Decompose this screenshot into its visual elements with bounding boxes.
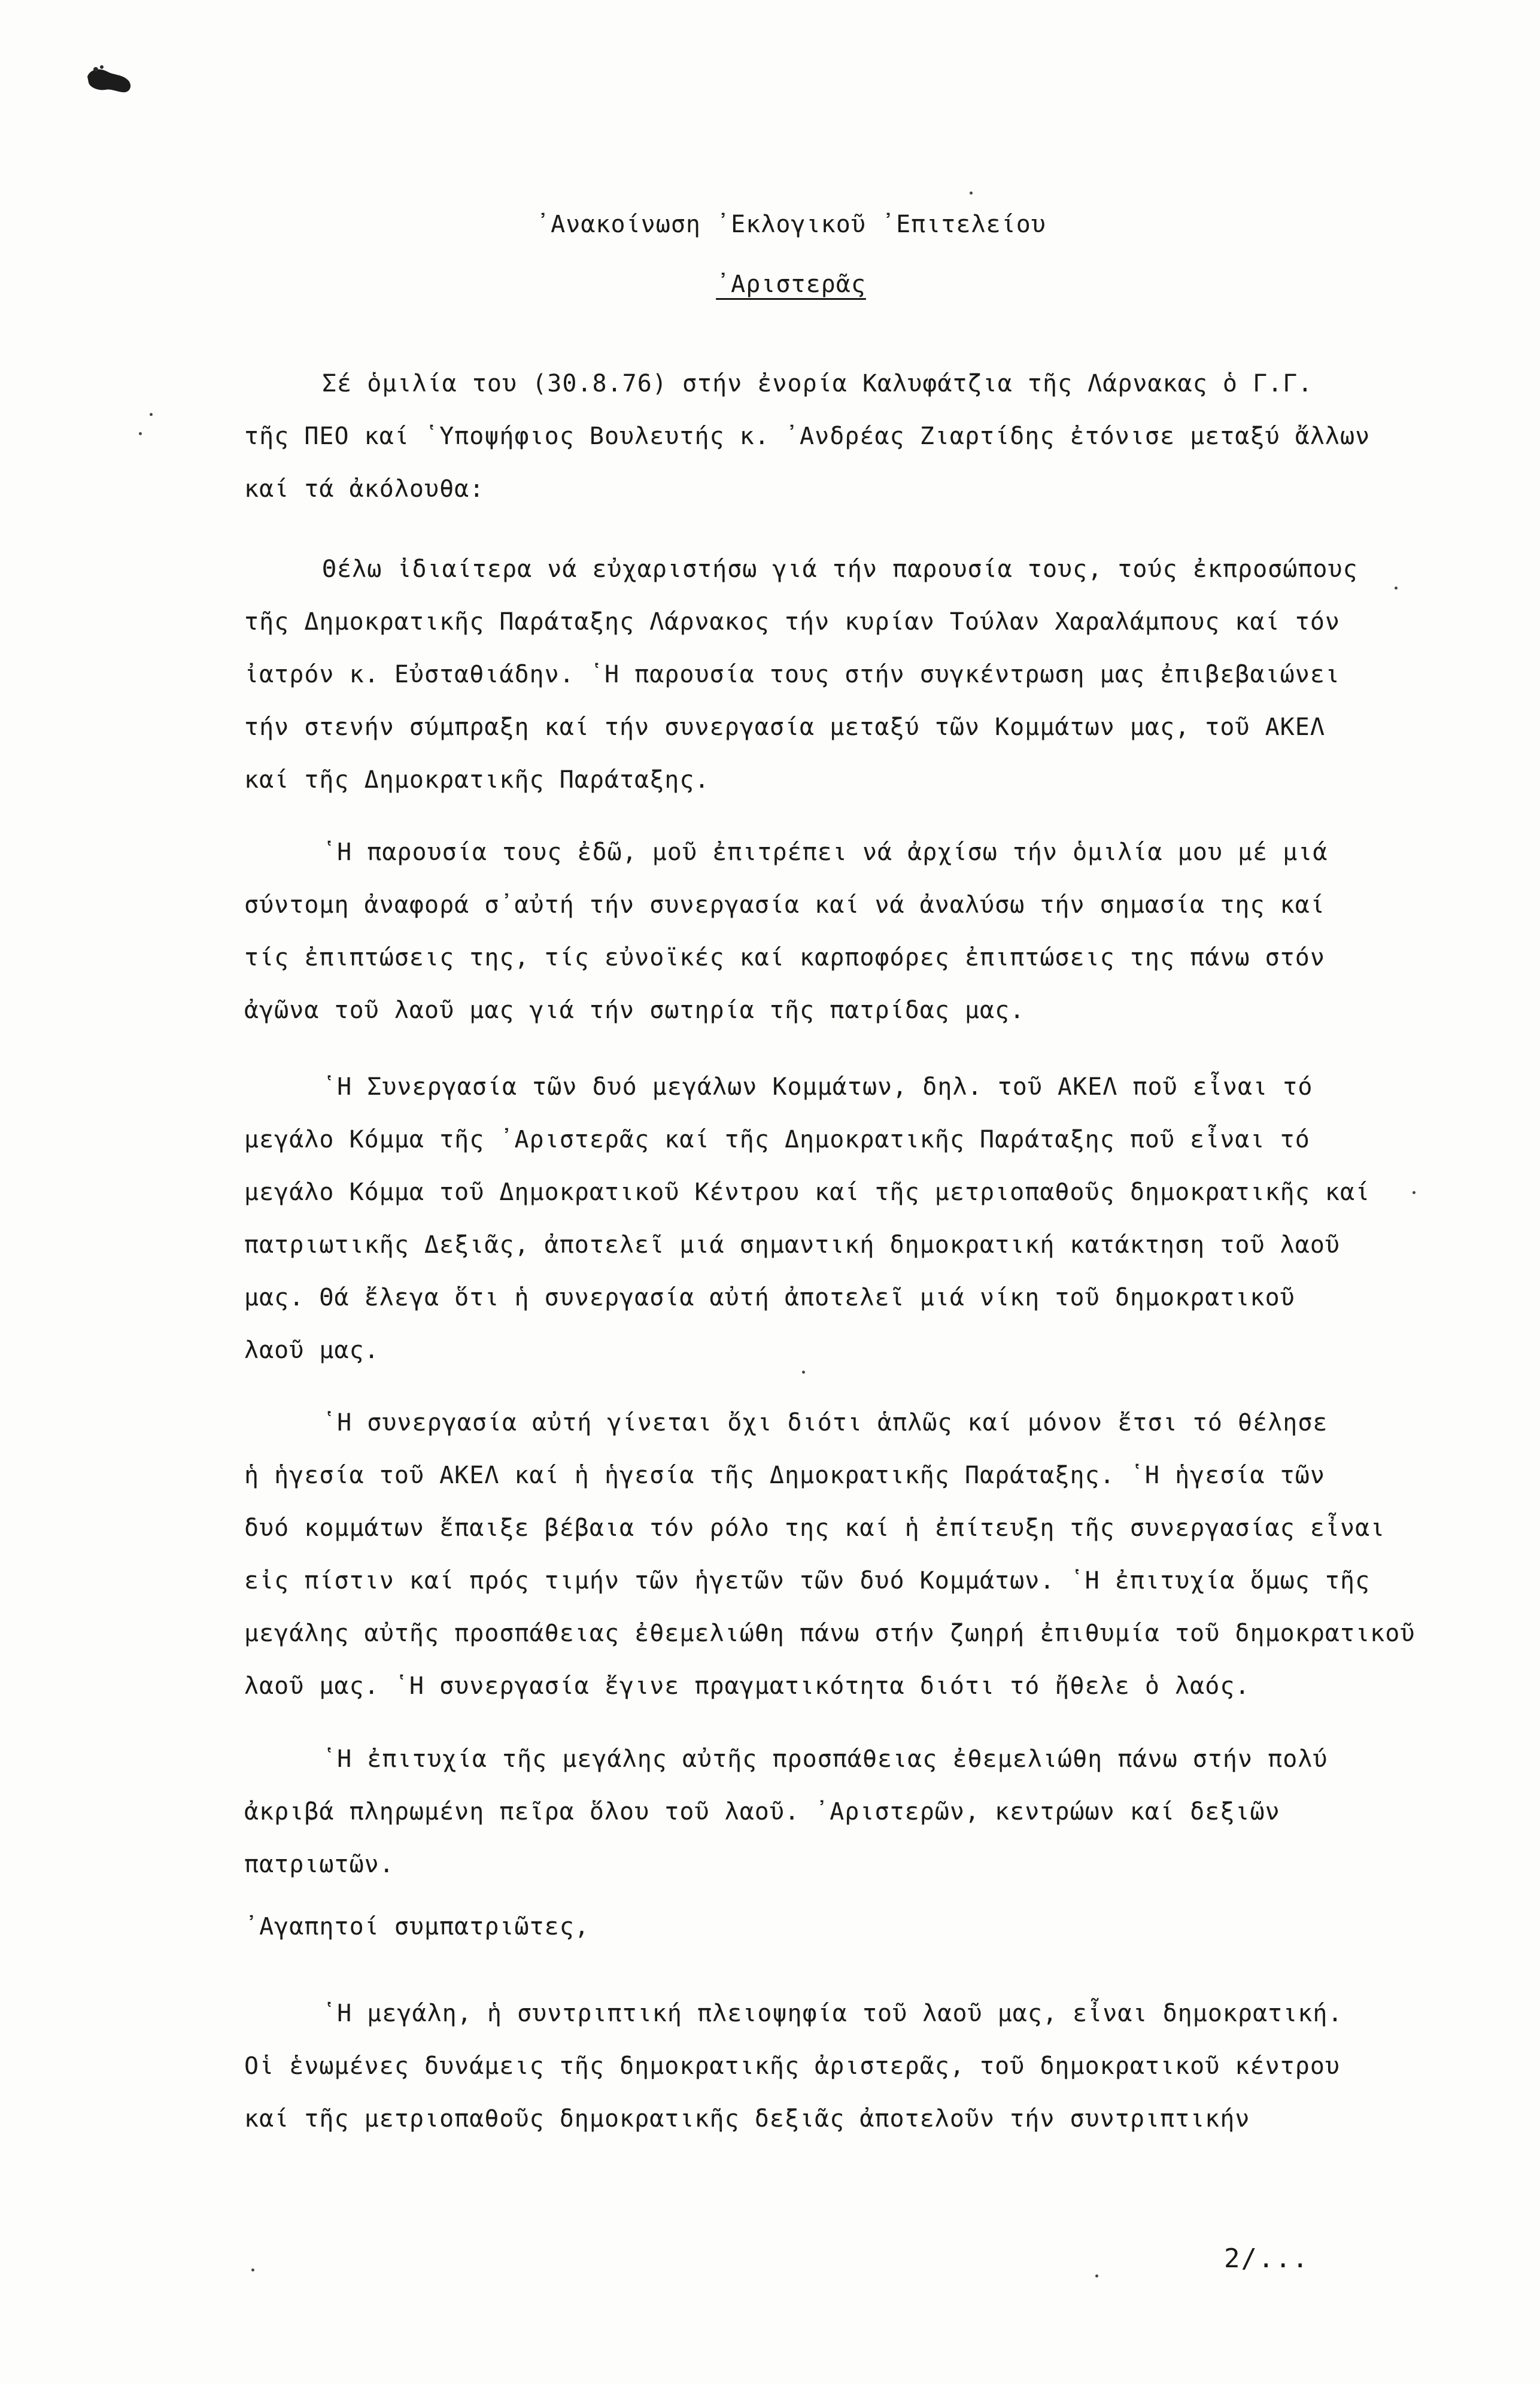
paragraph-success [244,1733,1381,1891]
text-line: Σέ ὁμιλία του (30.8.76) στήν ἐνορία Καλυφάτζια τῆς Λάρνακας ὁ Γ.Γ. [322,370,1313,397]
text-line: καί τῆς Δημοκρατικῆς Παράταξης. [244,766,710,794]
paragraph-leadership [244,1396,1416,1712]
text-line: ῾Η παρουσία τους ἐδῶ, μοῦ ἐπιτρέπει νά ἀρχίσω τήν ὁμιλία μου μέ μιά [322,839,1328,866]
text-line: ᾿Αγαπητοί συμπατριῶτες, [244,1913,590,1940]
paragraph-intro [244,357,1381,515]
paragraph-cooperation [244,1061,1381,1377]
text-line: ῾Η μεγάλη, ἡ συντριπτική πλειοψηφία τοῦ λαοῦ μας, εἶναι δημοκρατική. [322,2000,1343,2027]
text-line: μεγάλο Κόμμα τοῦ Δημοκρατικοῦ Κέντρου καί τῆς μετριοπαθοῦς δημοκρατικῆς καί [244,1179,1371,1206]
paragraph-thanks [244,543,1381,806]
scan-speck [139,432,142,435]
text-line: ῾Η Συνεργασία τῶν δυό μεγάλων Κομμάτων, δηλ. τοῦ ΑΚΕΛ ποῦ εἶναι τό [322,1073,1313,1101]
text-line: λαοῦ μας. [244,1337,379,1364]
text-line: σύντομη ἀναφορά σ᾿αὐτή τήν συνεργασία καί νά ἀναλύσω τήν σημασία της καί [244,891,1325,919]
text-line: μας. Θά ἔλεγα ὅτι ἡ συνεργασία αὐτή ἀποτελεῖ μιά νίκη τοῦ δημοκρατικοῦ [244,1284,1295,1311]
document-subtitle [21,271,1540,298]
text-line: πατριωτῶν. [244,1851,394,1878]
text-line: Οἱ ἑνωμένες δυνάμεις τῆς δημοκρατικῆς ἀριστερᾶς, τοῦ δημοκρατικοῦ κέντρου [244,2052,1340,2080]
document-title: ᾿Ανακοίνωση ᾿Εκλογικοῦ ᾿Επιτελείου [536,211,1046,238]
text-line: τήν στενήν σύμπραξη καί τήν συνεργασία μεταξύ τῶν Κομμάτων μας, τοῦ ΑΚΕΛ [244,713,1325,741]
paragraph-salutation [244,1900,1381,1953]
paragraph-presence [244,826,1381,1037]
text-line: ἡ ἡγεσία τοῦ ΑΚΕΛ καί ἡ ἡγεσία τῆς Δημοκρατικῆς Παράταξης. ῾Η ἡγεσία τῶν [244,1462,1325,1489]
text-line: πατριωτικῆς Δεξιᾶς, ἀποτελεῖ μιά σημαντική δημοκρατική κατάκτηση τοῦ λαοῦ [244,1231,1340,1259]
text-line: δυό κομμάτων ἔπαιξε βέβαια τόν ρόλο της καί ἡ ἐπίτευξη τῆς συνεργασίας εἶναι [244,1514,1386,1542]
scan-speck [802,1371,805,1374]
paragraph-majority [244,1987,1381,2145]
scan-speck [1413,1191,1416,1194]
text-line: ῾Η συνεργασία αὐτή γίνεται ὄχι διότι ἁπλῶς καί μόνον ἔτσι τό θέλησε [322,1409,1328,1437]
text-line: λαοῦ μας. ῾Η συνεργασία ἔγινε πραγματικότητα διότι τό ἤθελε ὁ λαός. [244,1672,1250,1700]
text-line: τῆς ΠΕΟ καί ῾Υποψήφιος Βουλευτής κ. ᾿Ανδρέας Ζιαρτίδης ἐτόνισε μεταξύ ἄλλων [244,423,1371,450]
scan-speck [1095,2274,1098,2277]
ink-blob-mark [84,65,135,97]
text-line: τίς ἐπιπτώσεις της, τίς εὐνοϊκές καί καρποφόρες ἐπιπτώσεις της πάνω στόν [244,944,1325,971]
text-line: εἰς πίστιν καί πρός τιμήν τῶν ἡγετῶν τῶν δυό Κομμάτων. ῾Η ἐπιτυχία ὅμως τῆς [244,1567,1371,1595]
text-line: ἀκριβά πληρωμένη πεῖρα ὅλου τοῦ λαοῦ. ᾿Αριστερῶν, κεντρώων καί δεξιῶν [244,1798,1280,1826]
text-line: καί τῆς μετριοπαθοῦς δημοκρατικῆς δεξιᾶς ἀποτελοῦν τήν συντριπτικήν [244,2105,1250,2133]
scan-speck [251,2268,254,2271]
text-line: μεγάλο Κόμμα τῆς ᾿Αριστερᾶς καί τῆς Δημοκρατικῆς Παράταξης ποῦ εἶναι τό [244,1126,1310,1153]
text-line: καί τά ἀκόλουθα: [244,475,485,503]
text-line: μεγάλης αὐτῆς προσπάθειας ἐθεμελιώθη πάνω στήν ζωηρή ἐπιθυμία τοῦ δημοκρατικοῦ [244,1620,1416,1647]
text-line: ῾Η ἐπιτυχία τῆς μεγάλης αὐτῆς προσπάθειας ἐθεμελιώθη πάνω στήν πολύ [322,1745,1328,1773]
scan-speck [150,413,153,416]
page-number: 2/... [1224,2243,1310,2274]
text-line: ἀγῶνα τοῦ λαοῦ μας γιά τήν σωτηρία τῆς πατρίδας μας. [244,997,1025,1024]
text-line: τῆς Δημοκρατικῆς Παράταξης Λάρνακος τήν κυρίαν Τούλαν Χαραλάμπους καί τόν [244,608,1340,636]
subtitle-text: ᾿Αριστερᾶς [716,271,866,298]
text-line: ἰατρόν κ. Εὐσταθιάδην. ῾Η παρουσία τους στήν συγκέντρωση μας ἐπιβεβαιώνει [244,661,1340,688]
scan-speck [970,192,973,195]
scan-speck [1395,587,1398,590]
text-line: Θέλω ἰδιαίτερα νά εὐχαριστήσω γιά τήν παρουσία τους, τούς ἐκπροσώπους [322,555,1358,583]
